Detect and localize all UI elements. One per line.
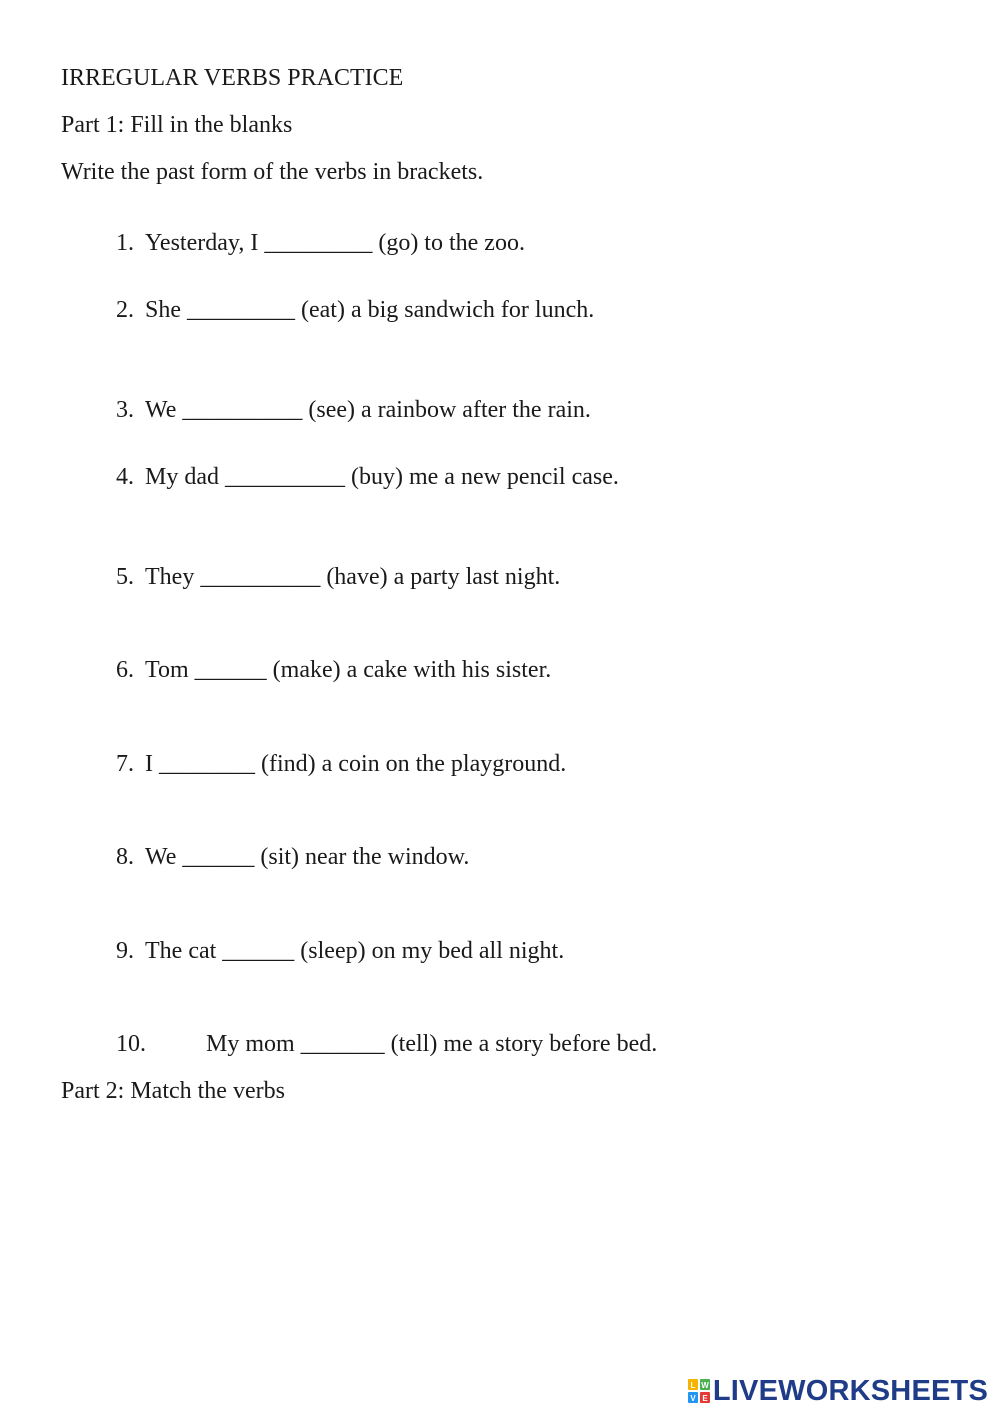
question-number: 6. <box>116 657 134 683</box>
question-number: 3. <box>116 397 134 423</box>
question-item <box>92 274 594 346</box>
question-text[interactable]: My mom _______ (tell) me a story before bed. <box>206 1031 658 1057</box>
question-item <box>92 374 591 446</box>
question-text[interactable]: She _________ (eat) a big sandwich for lunch. <box>145 297 595 323</box>
question-text[interactable]: I ________ (find) a coin on the playground. <box>145 751 567 777</box>
question-item <box>92 915 564 987</box>
question-text[interactable]: They __________ (have) a party last night. <box>145 564 561 590</box>
question-item <box>92 1008 657 1080</box>
question-number: 5. <box>116 564 134 590</box>
svg-text:E: E <box>702 1394 708 1403</box>
question-text[interactable]: We __________ (see) a rainbow after the rain. <box>145 397 591 423</box>
question-text[interactable]: Yesterday, I _________ (go) to the zoo. <box>145 230 525 256</box>
question-number: 10. <box>116 1031 146 1057</box>
part1-instruction: Write the past form of the verbs in brackets. <box>61 159 484 185</box>
question-item <box>92 821 469 893</box>
question-text[interactable]: Tom ______ (make) a cake with his sister. <box>145 657 552 683</box>
svg-text:L: L <box>690 1381 696 1390</box>
question-number: 1. <box>116 230 134 256</box>
question-number: 7. <box>116 751 134 777</box>
question-text[interactable]: We ______ (sit) near the window. <box>145 844 470 870</box>
part2-heading: Part 2: Match the verbs <box>61 1078 285 1104</box>
question-number: 2. <box>116 297 134 323</box>
liveworksheets-logo-text: LIVEWORKSHEETS <box>712 1374 988 1407</box>
question-item <box>92 728 566 800</box>
liveworksheets-logo-icon <box>688 1379 710 1403</box>
question-item <box>92 441 619 513</box>
question-text[interactable]: My dad __________ (buy) me a new pencil case. <box>145 464 619 490</box>
question-item <box>92 541 560 613</box>
question-text[interactable]: The cat ______ (sleep) on my bed all night. <box>145 938 565 964</box>
liveworksheets-logo <box>688 1376 988 1406</box>
question-number: 4. <box>116 464 134 490</box>
question-number: 8. <box>116 844 134 870</box>
svg-text:V: V <box>690 1394 696 1403</box>
question-item <box>92 634 551 706</box>
worksheet-title: IRREGULAR VERBS PRACTICE <box>61 65 404 91</box>
svg-text:W: W <box>701 1381 709 1390</box>
question-item <box>92 207 525 279</box>
question-number: 9. <box>116 938 134 964</box>
part1-heading: Part 1: Fill in the blanks <box>61 112 293 138</box>
